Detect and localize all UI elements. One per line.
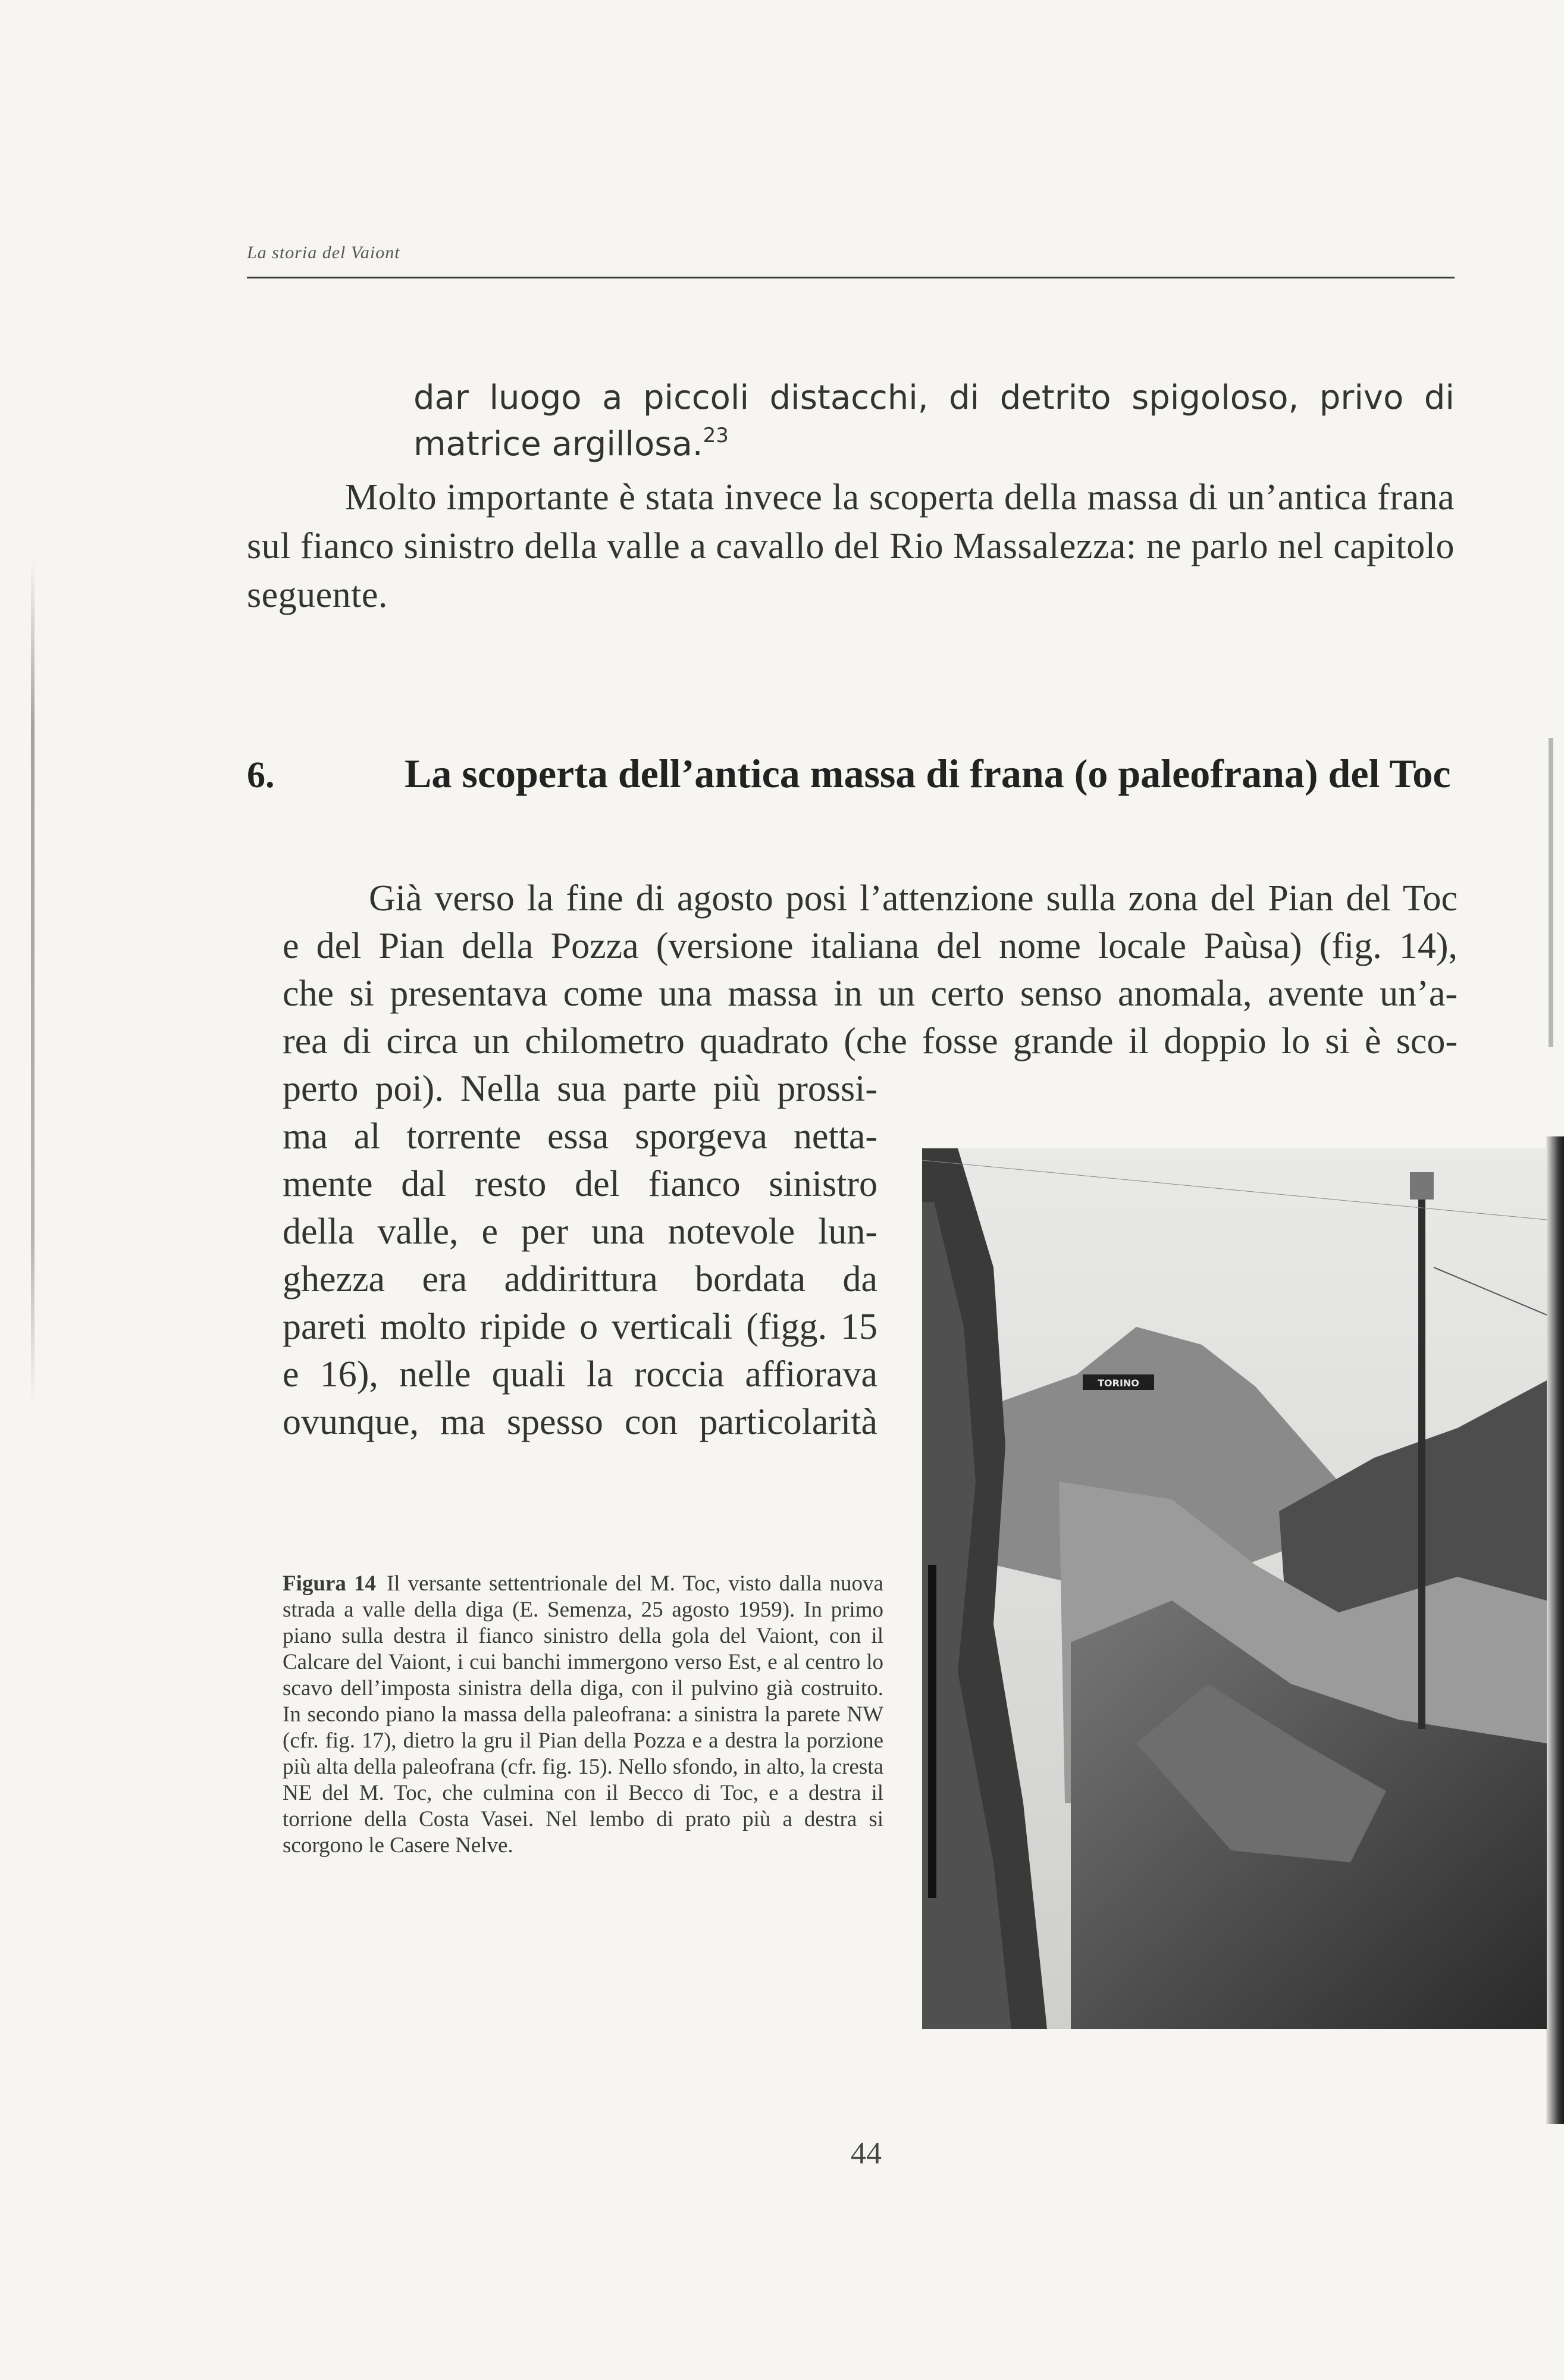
photo-sign-text: TORINO	[1098, 1377, 1139, 1389]
body-line: e 16), nelle quali la roccia affiorava	[283, 1354, 877, 1395]
body-line: e del Pian della Pozza (versione italiana del nome locale Paùsa) (fig. 14),	[283, 926, 1458, 966]
paragraph-intro: Molto importante è stata invece la scoperta della massa di un’antica frana sul fianco sinistro della valle a cavallo del Rio Massalezza: ne parlo nel capitolo seguente.	[247, 477, 1455, 615]
scan-margin-mark	[31, 559, 35, 1404]
body-line: che si presentava come una massa in un certo senso anomala, avente un’a-	[283, 973, 1458, 1014]
scan-edge-mark	[1549, 738, 1553, 1047]
body-line: ma al torrente essa sporgeva netta-	[283, 1116, 877, 1157]
body-line: perto poi). Nella sua parte più prossi-	[283, 1069, 877, 1109]
figure-photo	[922, 1148, 1547, 2029]
page-binding-edge	[1546, 1136, 1564, 2124]
figure-caption	[283, 1571, 883, 1859]
quoted-text: dar luogo a piccoli distacchi, di detrito spigoloso, privo di matrice argillosa.	[413, 378, 1455, 464]
header-rule	[247, 277, 1455, 278]
section-number: 6.	[247, 755, 275, 796]
body-line: ghezza era addirittura bordata da	[283, 1259, 877, 1299]
body-line: mente dal resto del fianco sinistro	[283, 1164, 877, 1204]
running-head: La storia del Vaiont	[247, 243, 400, 262]
body-line: ovunque, ma spesso con particolarità	[283, 1402, 877, 1442]
section-title: La scoperta dell’antica massa di frana (o paleofrana) del Toc	[405, 751, 1451, 796]
body-line: rea di circa un chilometro quadrato (che fosse grande il doppio lo si è sco-	[283, 1021, 1458, 1061]
quoted-passage	[413, 375, 1455, 468]
caption-text: Il versante settentrionale del M. Toc, visto dalla nuova strada a valle della diga (E. Semenza, 25 agosto 1959). In primo piano sulla destra il fianco sinistro della gola del Vaiont, con il Calcare del Vaiont, i cui banchi immergono verso Est, e al centro lo scavo dell’imposta sinistra della diga, con il pulvino già costruito. In secondo piano la massa della paleofrana: a sinistra la parete NW (cfr. fig. 17), dietro la gru il Pian della Pozza e a destra la porzione più alta della paleofrana (cfr. fig. 15). Nello sfondo, in alto, la cresta NE del M. Toc, che culmina con il Becco di Toc, e a destra il torrione della Costa Vasei. Nel lembo di prato più a destra si scorgono le Casere Nelve.	[283, 1571, 883, 1858]
body-line: Già verso la fine di agosto posi l’attenzione sulla zona del Pian del Toc	[369, 878, 1458, 919]
footnote-ref: 23	[703, 424, 729, 447]
body-line: della valle, e per una notevole lun-	[283, 1211, 877, 1252]
caption-label: Figura 14	[283, 1571, 376, 1596]
valley-photo-image	[922, 1148, 1547, 2029]
body-line: pareti molto ripide o verticali (figg. 15	[283, 1307, 877, 1347]
page-number: 44	[851, 2137, 882, 2171]
